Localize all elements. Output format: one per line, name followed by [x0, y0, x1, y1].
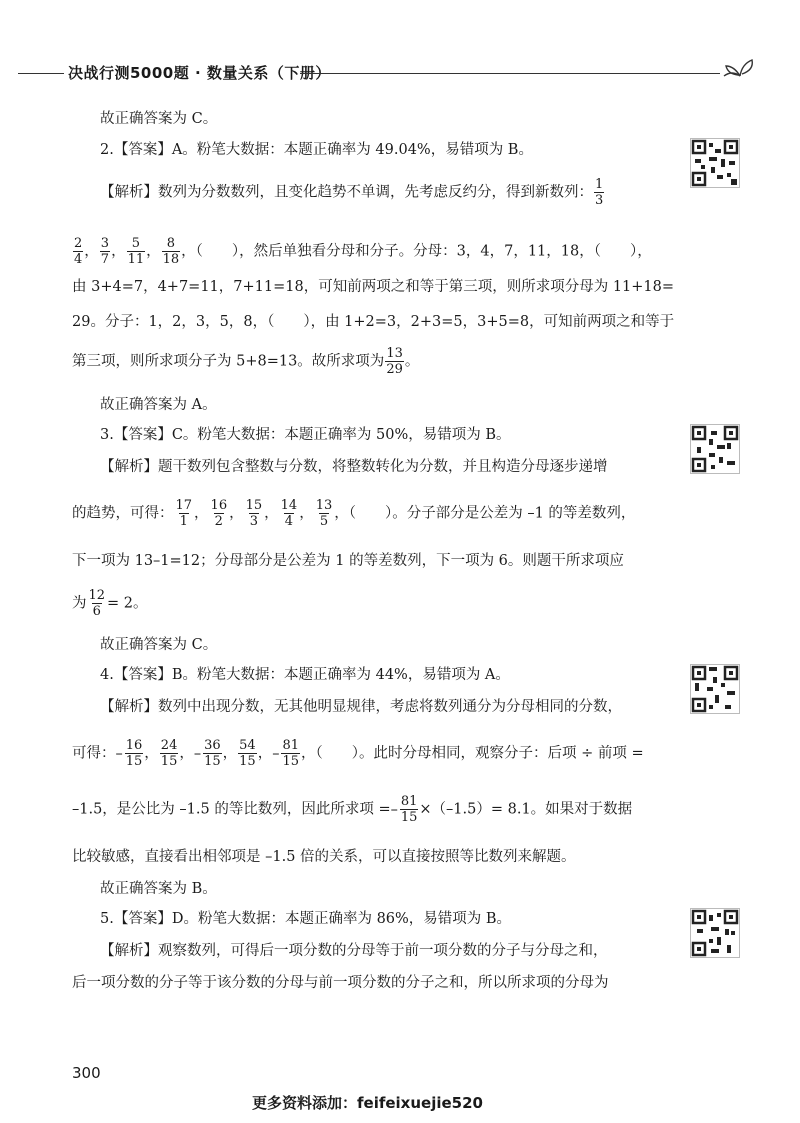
denominator: 1 — [179, 514, 188, 529]
text-line: 比较敏感，直接看出相邻项是 –1.5 倍的关系，可以直接按照等比数列来解题。 — [72, 849, 576, 865]
text-line: 【解析】数列中出现分数，无其他明显规律，考虑将数列通分为分母相同的分数， — [100, 699, 622, 715]
text-line: 29。分子：1，2，3，5，8，（ ），由 1+2=3，2+3=5，3+5=8，可知前两项之和等于 — [72, 314, 675, 330]
fraction — [160, 738, 179, 769]
numerator: 5 — [131, 236, 140, 251]
fraction — [203, 738, 222, 769]
numerator: 16 — [125, 738, 143, 753]
fraction — [210, 498, 229, 529]
answer-line-2: 2.【答案】A。粉笔大数据：本题正确率为 49.04%，易错项为 B。 — [100, 142, 533, 158]
text-span: 【解析】数列为分数数列，且变化趋势不单调，先考虑反约分，得到新数列： — [100, 184, 593, 201]
answer-line-5: 5.【答案】D。粉笔大数据：本题正确率为 86%，易错项为 B。 — [100, 911, 512, 927]
denominator: 4 — [74, 252, 83, 267]
fraction — [73, 236, 83, 267]
denominator: 4 — [284, 514, 294, 529]
page-number: 300 — [72, 1064, 101, 1082]
text-span: 的趋势，可得： — [72, 505, 174, 522]
text-line — [72, 794, 632, 825]
qr-code-icon[interactable] — [690, 138, 740, 188]
text-line: 故正确答案为 A。 — [100, 397, 217, 413]
denominator: 29 — [386, 362, 403, 377]
fraction — [125, 738, 144, 769]
qr-code-icon[interactable] — [690, 908, 740, 958]
numerator: 16 — [210, 498, 228, 513]
denominator: 15 — [282, 754, 299, 769]
fraction — [238, 738, 257, 769]
minus-sign: – — [272, 745, 280, 762]
answer-line-4: 4.【答案】B。粉笔大数据：本题正确率为 44%，易错项为 A。 — [100, 667, 510, 683]
text-line — [72, 588, 148, 619]
fraction-sequence-line: 可得：– $\frac{16}{15}$ ， $\frac{24}{15}$ ，– $\frac{36}{15}$ ， $\frac{54}{15}$ ，– $\frac{81}{15}$ ，（ ）。此时分母相同，观察分子：后项 ÷ 前项 = — [72, 738, 644, 769]
denominator: 15 — [239, 754, 256, 769]
text-line — [72, 346, 419, 377]
numerator: 8 — [166, 236, 176, 251]
analysis-line — [100, 177, 605, 208]
minus-sign: – — [390, 801, 398, 818]
minus-sign: – — [115, 745, 123, 762]
text-span: 可得： — [72, 745, 116, 762]
header-rule-left — [18, 73, 64, 74]
denominator: 3 — [595, 193, 604, 208]
fraction — [100, 236, 110, 267]
denominator: 15 — [160, 754, 178, 769]
minus-sign: – — [193, 745, 202, 762]
denominator: 5 — [319, 514, 329, 529]
numerator: 1 — [595, 177, 604, 192]
denominator: 6 — [92, 604, 101, 619]
text-line: 下一项为 13–1=12；分母部分是公差为 1 的等差数列，下一项为 6。则题干所求项应 — [72, 553, 624, 569]
text-span: 第三项，则所求项分子为 5+8=13。故所求项为 — [72, 353, 385, 370]
numerator: 12 — [88, 588, 106, 603]
footer-note: 更多资料添加：feifeixuejie520 — [252, 1094, 483, 1112]
text-line: 后一项分数的分子等于该分数的分母与前一项分数的分子之和，所以所求项的分母为 — [72, 975, 609, 991]
text-span: ，（ ）。分子部分是公差为 –1 的等差数列， — [334, 505, 636, 522]
header-title: 决战行测5000题 · 数量关系（下册） — [68, 64, 331, 82]
fraction — [245, 498, 264, 529]
answer-line-3: 3.【答案】C。粉笔大数据：本题正确率为 50%，易错项为 B。 — [100, 427, 511, 443]
numerator: 3 — [100, 236, 110, 251]
fraction — [594, 177, 604, 208]
text-span: 为 — [72, 595, 87, 612]
text-span: ，（ ），然后单独看分母和分子。分母：3，4，7，11，18，（ ）， — [181, 243, 652, 260]
fraction-sequence-line: $\frac{2}{4}$ ， $\frac{3}{7}$ ， $\frac{5}{11}$ ， $\frac{8}{18}$ ，（ ），然后单独看分母和分子。分母：3，4，7，11，18，（ ）， — [74, 236, 652, 267]
fraction — [162, 236, 181, 267]
text-line: 故正确答案为 C。 — [100, 637, 218, 653]
text-line: 由 3+4=7，4+7=11，7+11=18，可知前两项之和等于第三项，则所求项分母为 11+18= — [72, 279, 675, 295]
denominator: 2 — [214, 514, 223, 529]
denominator: 15 — [204, 754, 221, 769]
denominator: 11 — [127, 252, 145, 267]
numerator: 24 — [160, 738, 178, 753]
numerator: 15 — [245, 498, 263, 513]
text-span: ×（–1.5）= 8.1。如果对于数据 — [419, 801, 633, 818]
fraction — [127, 236, 146, 267]
denominator: 15 — [125, 754, 143, 769]
numerator: 13 — [386, 346, 403, 361]
fraction — [88, 588, 107, 619]
denominator: 18 — [162, 252, 180, 267]
numerator: 2 — [74, 236, 83, 251]
numerator: 13 — [315, 498, 333, 513]
fraction — [175, 498, 194, 529]
text-span: 。 — [404, 353, 420, 370]
fraction — [281, 738, 300, 769]
denominator: 15 — [400, 810, 418, 825]
qr-code-icon[interactable] — [690, 664, 740, 714]
text-span: –1.5，是公比为 –1.5 的等比数列，因此所求项 = — [72, 801, 391, 818]
text-line: 【解析】题干数列包含整数与分数，将整数转化为分数，并且构造分母逐步递增 — [100, 459, 608, 475]
sprout-icon — [718, 56, 762, 86]
fraction — [385, 346, 404, 377]
text-span: ，（ ）。此时分母相同，观察分子：后项 ÷ 前项 = — [300, 745, 644, 762]
numerator: 17 — [175, 498, 193, 513]
fraction-sequence-line: 的趋势，可得： $\frac{17}{1}$ ， $\frac{16}{2}$ ， $\frac{15}{3}$ ， $\frac{14}{4}$ ， $\frac{13}{5}$ ，（ ）。分子部分是公差为 –1 的等差数列， — [72, 498, 636, 529]
running-header — [0, 56, 800, 90]
denominator: 3 — [249, 514, 258, 529]
numerator: 36 — [204, 738, 221, 753]
numerator: 14 — [280, 498, 298, 513]
text-line: 【解析】观察数列，可得后一项分数的分母等于前一项分数的分子与分母之和， — [100, 943, 608, 959]
qr-code-icon[interactable] — [690, 424, 740, 474]
fraction — [280, 498, 299, 529]
fraction — [315, 498, 334, 529]
header-rule-right — [300, 73, 720, 74]
fraction — [400, 794, 419, 825]
numerator: 81 — [282, 738, 299, 753]
text-line: 故正确答案为 C。 — [100, 111, 218, 127]
numerator: 81 — [400, 794, 418, 809]
text-span: = 2。 — [107, 595, 148, 612]
text-line: 故正确答案为 B。 — [100, 881, 217, 897]
denominator: 7 — [100, 252, 110, 267]
numerator: 54 — [239, 738, 256, 753]
